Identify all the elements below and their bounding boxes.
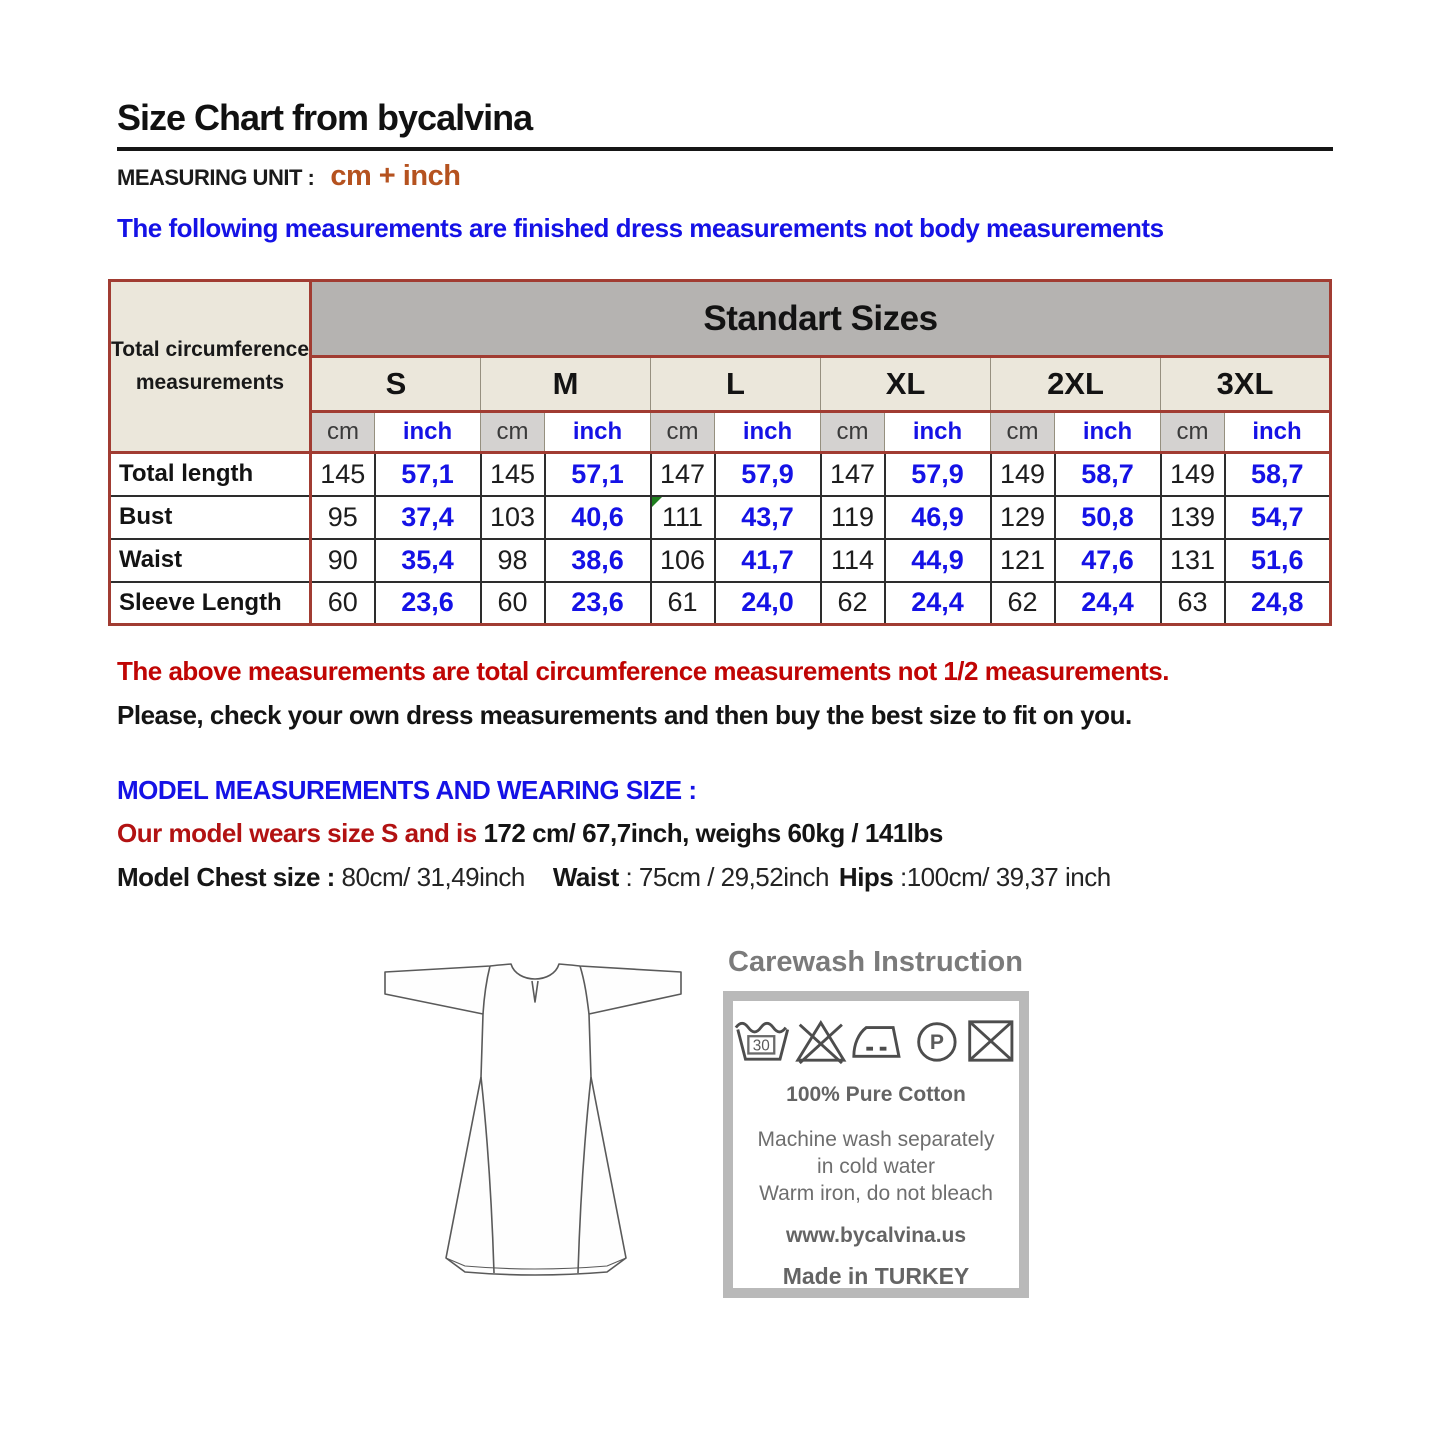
cell-value: 51,6 <box>1225 539 1331 582</box>
model-measurements-heading: MODEL MEASUREMENTS AND WEARING SIZE : <box>117 775 697 805</box>
wash-instruction-line: Machine wash separately <box>757 1128 995 1151</box>
row-label: Sleeve Length <box>110 582 311 625</box>
unit-cm: cm <box>821 412 885 453</box>
hips-label: Hips <box>838 862 894 892</box>
waist-label: Waist <box>552 862 619 892</box>
cell-value: 47,6 <box>1055 539 1161 582</box>
size-chart-table <box>108 279 1332 626</box>
model-wears-line <box>117 818 943 849</box>
cell-value: 46,9 <box>885 496 991 539</box>
fabric-content-label: 100% Pure Cotton <box>786 1083 966 1106</box>
carewash-title: Carewash Instruction <box>728 946 1023 978</box>
unit-inch: inch <box>375 412 481 453</box>
cell-value: 62 <box>821 582 885 625</box>
svg-text:30: 30 <box>752 1037 770 1055</box>
cell-value: 57,1 <box>375 453 481 496</box>
unit-cm: cm <box>991 412 1055 453</box>
unit-cm: cm <box>311 412 375 453</box>
cell-value: 147 <box>651 453 715 496</box>
cell-value: 60 <box>481 582 545 625</box>
cell-value: 95 <box>311 496 375 539</box>
size-3xl: 3XL <box>1161 357 1331 412</box>
cell-value: 44,9 <box>885 539 991 582</box>
cell-value: 23,6 <box>375 582 481 625</box>
cell-value: 145 <box>481 453 545 496</box>
laundry-symbols-row <box>733 1015 1019 1067</box>
waist-value: : 75cm / 29,52inch <box>618 862 829 892</box>
cell-value: 103 <box>481 496 545 539</box>
size-l: L <box>651 357 821 412</box>
cell-value: 63 <box>1161 582 1225 625</box>
website-text: www.bycalvina.us <box>785 1223 967 1247</box>
cell-value: 147 <box>821 453 885 496</box>
table-row-bust <box>110 496 1331 539</box>
row-label: Waist <box>110 539 311 582</box>
cell-value: 41,7 <box>715 539 821 582</box>
row-label: Total length <box>110 453 311 496</box>
hips-value: :100cm/ 39,37 inch <box>893 862 1111 892</box>
size-xl: XL <box>821 357 991 412</box>
dress-line-drawing <box>378 952 690 1293</box>
cell-value: 131 <box>1161 539 1225 582</box>
unit-cm: cm <box>651 412 715 453</box>
finished-measurements-note: The following measurements are finished dress measurements not body measurements <box>117 213 1164 243</box>
cell-value: 121 <box>991 539 1055 582</box>
cell-value: 57,9 <box>715 453 821 496</box>
wash-instructions-text <box>733 1127 1019 1208</box>
cell-value: 58,7 <box>1225 453 1331 496</box>
cell-value: 23,6 <box>545 582 651 625</box>
cell-value: 149 <box>991 453 1055 496</box>
standart-sizes-header: Standart Sizes <box>311 281 1331 357</box>
carewash-box <box>723 991 1029 1298</box>
unit-inch: inch <box>1055 412 1161 453</box>
cell-value: 57,1 <box>545 453 651 496</box>
table-row-sleeve-length <box>110 582 1331 625</box>
svg-text:P: P <box>929 1031 944 1055</box>
size-2xl: 2XL <box>991 357 1161 412</box>
wash-instruction-line: Warm iron, do not bleach <box>759 1181 993 1205</box>
chest-value: 80cm/ 31,49inch <box>334 862 525 892</box>
cell-value: 57,9 <box>885 453 991 496</box>
page-title: Size Chart from bycalvina <box>117 97 533 138</box>
cell-value: 37,4 <box>375 496 481 539</box>
made-in-text: Made in TURKEY <box>782 1262 970 1289</box>
cell-value: 129 <box>991 496 1055 539</box>
cell-value: 149 <box>1161 453 1225 496</box>
check-measurements-note: Please, check your own dress measurements and then buy the best size to fit on you. <box>117 700 1132 730</box>
cell-value: 98 <box>481 539 545 582</box>
cell-value: 38,6 <box>545 539 651 582</box>
do-not-tumble-dry-icon <box>963 1015 1019 1067</box>
model-wears-red-text: Our model wears size S and is <box>117 818 484 848</box>
cell-value: 139 <box>1161 496 1225 539</box>
row-label: Bust <box>110 496 311 539</box>
warm-iron-icon <box>850 1015 909 1067</box>
corner-header: Total circumference measurements <box>110 281 311 453</box>
cell-value: 24,0 <box>715 582 821 625</box>
wash-instruction-line: in cold water <box>817 1154 935 1178</box>
cell-value: 60 <box>311 582 375 625</box>
cell-value: 54,7 <box>1225 496 1331 539</box>
cell-value-with-comment-marker: 111 <box>651 496 715 539</box>
dry-clean-p-icon <box>911 1015 963 1067</box>
do-not-bleach-icon <box>793 1015 849 1067</box>
model-wears-black-text: 172 cm/ 67,7inch, weighs 60kg / 141lbs <box>483 818 943 848</box>
cell-value: 43,7 <box>715 496 821 539</box>
cell-value: 119 <box>821 496 885 539</box>
unit-inch: inch <box>1225 412 1331 453</box>
chest-label: Model Chest size : <box>117 862 335 892</box>
size-m: M <box>481 357 651 412</box>
title-underline <box>117 147 1333 151</box>
cell-value: 114 <box>821 539 885 582</box>
unit-inch: inch <box>885 412 991 453</box>
cell-value: 40,6 <box>545 496 651 539</box>
cell-value: 145 <box>311 453 375 496</box>
unit-inch: inch <box>715 412 821 453</box>
circumference-warning-note: The above measurements are total circumference measurements not 1/2 measurements. <box>117 656 1169 686</box>
unit-cm: cm <box>1161 412 1225 453</box>
measuring-unit-label: MEASURING UNIT : <box>117 165 315 190</box>
cell-value: 24,4 <box>1055 582 1161 625</box>
cell-value: 106 <box>651 539 715 582</box>
unit-inch: inch <box>545 412 651 453</box>
measuring-unit-value: cm + inch <box>330 160 461 192</box>
unit-cm: cm <box>481 412 545 453</box>
table-row-waist <box>110 539 1331 582</box>
cell-value: 24,8 <box>1225 582 1331 625</box>
cell-value: 50,8 <box>1055 496 1161 539</box>
cell-value: 90 <box>311 539 375 582</box>
table-row-total-length <box>110 453 1331 496</box>
cell-value: 35,4 <box>375 539 481 582</box>
size-s: S <box>311 357 481 412</box>
cell-value: 24,4 <box>885 582 991 625</box>
model-measurements-line <box>117 862 1111 893</box>
wash-30-icon <box>733 1015 792 1067</box>
cell-value: 62 <box>991 582 1055 625</box>
cell-value: 58,7 <box>1055 453 1161 496</box>
measuring-unit-row <box>117 160 460 193</box>
cell-value: 61 <box>651 582 715 625</box>
